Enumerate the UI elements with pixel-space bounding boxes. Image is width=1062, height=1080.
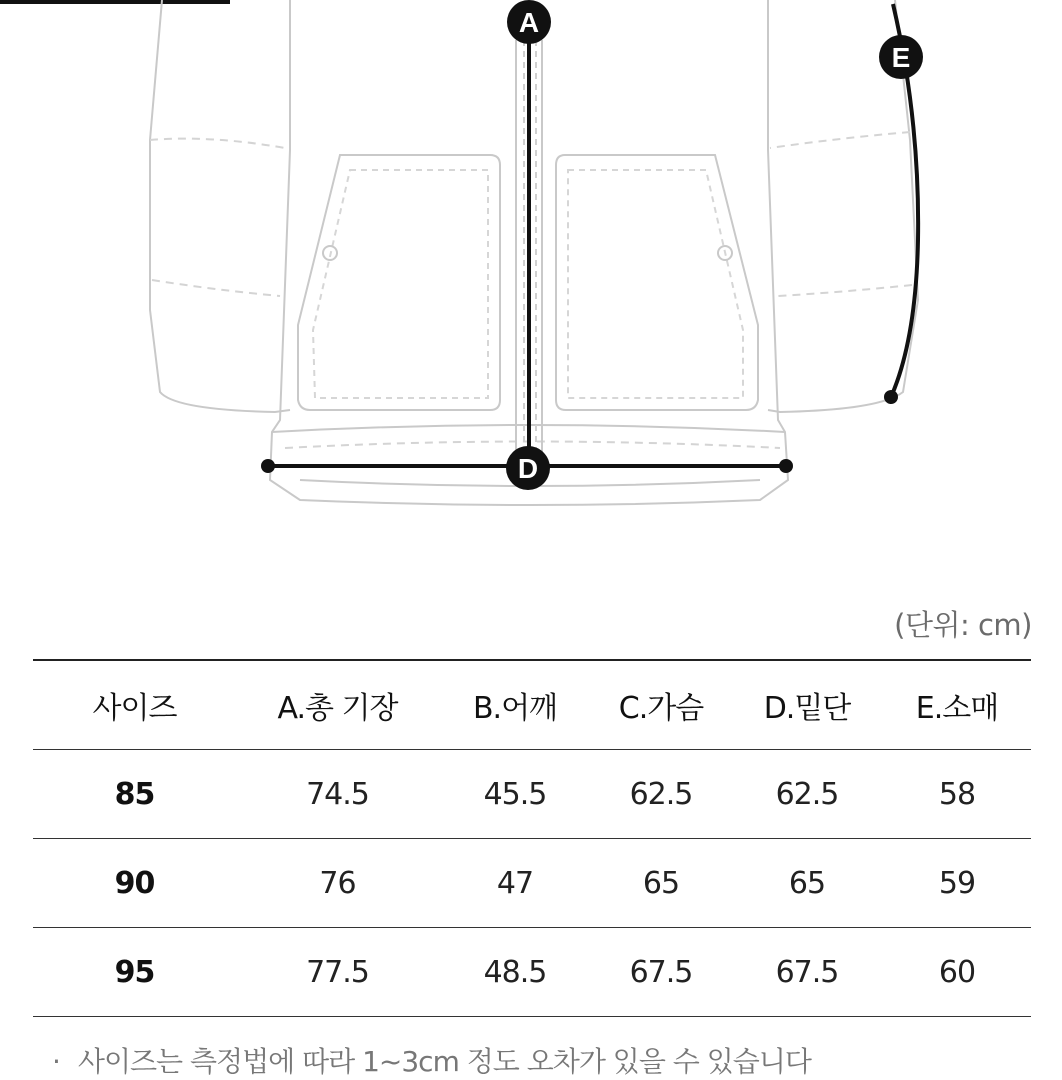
svg-text:A: A (518, 7, 540, 38)
cell-hem: 62.5 (775, 776, 839, 812)
svg-text:E: E (891, 42, 911, 73)
header-shoulder: B.어깨 (472, 691, 558, 726)
cell-chest: 65 (642, 865, 680, 901)
right-pocket (556, 155, 758, 410)
cell-hem: 65 (788, 865, 826, 901)
table-row (33, 750, 1031, 839)
header-hem: D.밑단 (763, 691, 851, 726)
unit-note: (단위: cm) (894, 608, 1032, 642)
table-row (33, 928, 1031, 1017)
header-chest: C.가슴 (618, 691, 704, 726)
marker-e (879, 35, 923, 79)
table-row (33, 839, 1031, 928)
cell-shoulder: 47 (496, 865, 534, 901)
cell-shoulder: 48.5 (483, 954, 547, 990)
cell-size: 85 (114, 776, 155, 812)
left-sleeve (150, 0, 290, 412)
cell-total-length: 76 (319, 865, 356, 901)
marker-a (507, 0, 551, 44)
cell-size: 90 (114, 865, 155, 901)
cell-total-length: 77.5 (306, 954, 369, 990)
cell-size: 95 (114, 954, 155, 990)
marker-d (506, 446, 550, 490)
left-pocket (298, 155, 500, 410)
cell-chest: 62.5 (629, 776, 693, 812)
header-total-length: A.총 기장 (277, 691, 398, 726)
bullet-icon: · (52, 1045, 60, 1078)
cell-chest: 67.5 (629, 954, 693, 990)
cell-shoulder: 45.5 (483, 776, 547, 812)
footnote-text: 사이즈는 측정법에 따라 1~3cm 정도 오차가 있을 수 있습니다 (77, 1045, 811, 1078)
header-size: 사이즈 (92, 691, 177, 726)
header-sleeve: E.소매 (915, 691, 999, 726)
cell-total-length: 74.5 (306, 776, 369, 812)
cell-sleeve: 58 (938, 776, 976, 812)
cell-sleeve: 60 (938, 954, 976, 990)
table-header-row (33, 660, 1031, 750)
size-table (33, 659, 1031, 1017)
cell-hem: 67.5 (775, 954, 839, 990)
svg-text:D: D (517, 453, 539, 484)
measurement-footnote (52, 1040, 811, 1080)
cell-sleeve: 59 (938, 865, 976, 901)
